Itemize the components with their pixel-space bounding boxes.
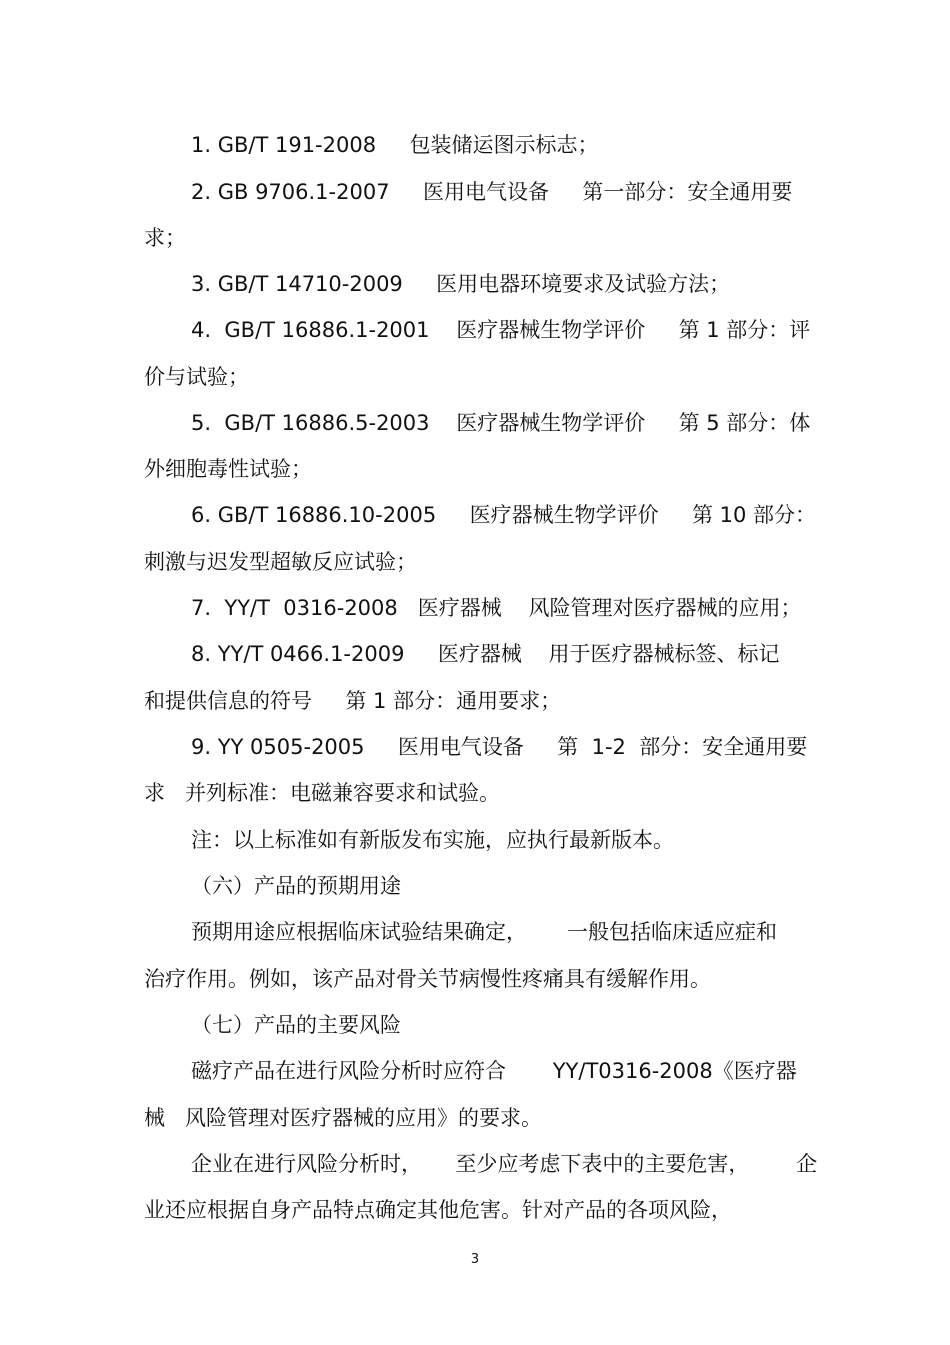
- risk-paragraph-1-continued: 械 风险管理对医疗器械的应用》的要求。: [144, 1106, 543, 1130]
- standard-item-2-continued: 求；: [144, 226, 186, 250]
- standard-item-4: 4. GB/T 16886.1-2001 医疗器械生物学评价 第 1 部分：评: [191, 318, 811, 342]
- standard-item-8-continued: 和提供信息的符号 第 1 部分：通用要求；: [144, 689, 562, 713]
- standard-item-9-continued: 求 并列标准：电磁兼容要求和试验。: [144, 781, 501, 805]
- risk-paragraph-2-continued: 业还应根据自身产品特点确定其他危害。针对产品的各项风险，: [144, 1198, 732, 1222]
- section-heading-main-risks: （七）产品的主要风险: [191, 1013, 401, 1037]
- risk-paragraph-2: 企业在进行风险分析时， 至少应考虑下表中的主要危害， 企: [191, 1152, 818, 1176]
- page-number: 3: [470, 1252, 480, 1267]
- section-heading-intended-use: （六）产品的预期用途: [191, 874, 401, 898]
- intended-use-paragraph: 预期用途应根据临床试验结果确定， 一般包括临床适应症和: [191, 920, 778, 944]
- standard-item-5-continued: 外细胞毒性试验；: [144, 457, 312, 481]
- standard-item-3: 3. GB/T 14710-2009 医用电器环境要求及试验方法；: [191, 272, 731, 296]
- standard-item-6-continued: 刺激与迟发型超敏反应试验；: [144, 550, 417, 574]
- intended-use-paragraph-continued: 治疗作用。例如，该产品对骨关节病慢性疼痛具有缓解作用。: [144, 967, 711, 991]
- standards-note: 注：以上标准如有新版发布实施，应执行最新版本。: [191, 828, 674, 852]
- risk-paragraph-1: 磁疗产品在进行风险分析时应符合 YY/T0316-2008《医疗器: [191, 1059, 797, 1083]
- standard-item-5: 5. GB/T 16886.5-2003 医疗器械生物学评价 第 5 部分：体: [191, 411, 811, 435]
- standard-item-8: 8. YY/T 0466.1-2009 医疗器械 用于医疗器械标签、标记: [191, 642, 780, 666]
- standard-item-4-continued: 价与试验；: [144, 365, 249, 389]
- standard-item-6: 6. GB/T 16886.10-2005 医疗器械生物学评价 第 10 部分：: [191, 503, 817, 527]
- standard-item-9: 9. YY 0505-2005 医用电气设备 第 1-2 部分：安全通用要: [191, 735, 808, 759]
- standard-item-7: 7. YY/T 0316-2008 医疗器械 风险管理对医疗器械的应用；: [191, 596, 802, 620]
- standard-item-2: 2. GB 9706.1-2007 医用电气设备 第一部分：安全通用要: [191, 180, 793, 204]
- standard-item-1: 1. GB/T 191-2008 包装储运图示标志；: [191, 133, 599, 157]
